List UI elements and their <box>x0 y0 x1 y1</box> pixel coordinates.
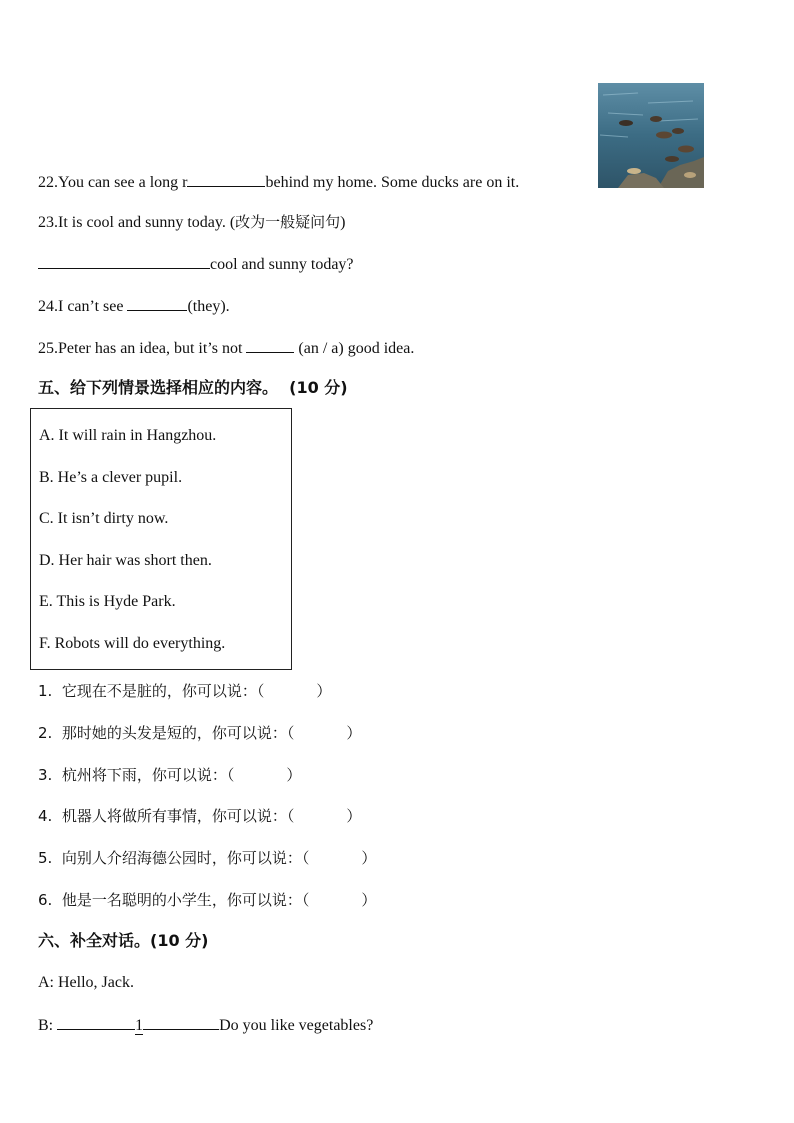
question-number: 23. <box>38 214 58 231</box>
situation-item: 3. 杭州将下雨，你可以说：（ ） <box>38 766 302 784</box>
river-ducks-image <box>598 83 704 188</box>
answer-blank[interactable] <box>127 296 187 311</box>
section-6-heading: 六、补全对话。(10 分) <box>38 931 209 950</box>
answer-blank[interactable] <box>143 1015 219 1030</box>
option-e: E. This is Hyde Park. <box>39 593 176 610</box>
question-number: 24. <box>38 298 58 315</box>
section-5-heading: 五、给下列情景选择相应的内容。 (10 分) <box>38 378 348 397</box>
option-b: B. He’s a clever pupil. <box>39 469 183 486</box>
dialogue-line-a: A: Hello, Jack. <box>38 974 134 991</box>
question-23-answer-line: cool and sunny today? <box>38 254 354 275</box>
instruction-note: 改为一般疑问句 <box>235 213 341 231</box>
question-24: 24.I can’t see (they). <box>38 298 230 315</box>
question-number: 25. <box>38 340 58 357</box>
question-number: 22. <box>38 174 58 191</box>
question-25: 25.Peter has an idea, but it’s not (an / a) good idea. <box>38 340 415 357</box>
option-f: F. Robots will do everything. <box>39 635 226 652</box>
option-a: A. It will rain in Hangzhou. <box>39 427 217 444</box>
answer-blank[interactable] <box>57 1015 135 1030</box>
dialogue-line-b: B: 1 Do you like vegetables? <box>38 1017 374 1034</box>
question-23: 23.It is cool and sunny today. (改为一般疑问句) <box>38 213 346 231</box>
situation-item: 5. 向别人介绍海德公园时，你可以说：（ ） <box>38 849 377 867</box>
option-c: C. It isn’t dirty now. <box>39 510 169 527</box>
option-d: D. Her hair was short then. <box>39 552 212 569</box>
situation-item: 6. 他是一名聪明的小学生，你可以说：（ ） <box>38 891 377 909</box>
section-score: (10 分) <box>289 378 348 397</box>
situation-item: 2. 那时她的头发是短的，你可以说：（ ） <box>38 724 362 742</box>
blank-number: 1 <box>135 1017 144 1034</box>
options-box <box>30 408 292 670</box>
answer-blank[interactable] <box>38 254 210 269</box>
situation-item: 1. 它现在不是脏的，你可以说：（ ） <box>38 682 332 700</box>
question-22: 22.You can see a long r behind my home. Some ducks are on it. <box>38 174 520 191</box>
situation-item: 4. 机器人将做所有事情，你可以说：（ ） <box>38 807 362 825</box>
answer-blank[interactable] <box>187 172 265 187</box>
answer-blank[interactable] <box>246 338 294 353</box>
